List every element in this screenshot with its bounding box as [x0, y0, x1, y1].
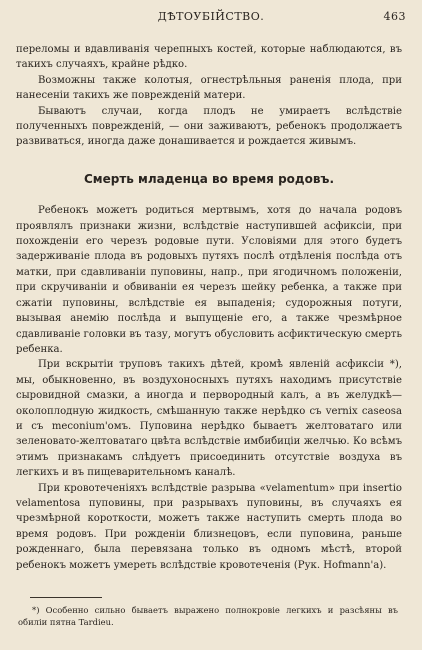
running-title: ДѢТОУБІЙСТВО.	[157, 10, 265, 23]
page-number: 463	[383, 10, 406, 23]
paragraph: Бываютъ случаи, когда плодъ не умираетъ вслѣдствіе полученныхъ поврежденій, — они заживаютъ, ребенокъ продолжаетъ развиваться, иногда даже донашивается и рождается живымъ.	[16, 105, 402, 148]
paragraph: Ребенокъ можетъ родиться мертвымъ, хотя до начала родовъ проявлялъ признаки жизни, вслѣдствіе наступившей асфиксіи, при похожденіи его черезъ родовые пути. Условіями для этого будетъ задерживаніе плода въ родовыхъ путяхъ послѣ отдѣленія послѣда отъ матки, при сдавливаніи пуповины, напр., при ягодичномъ положеніи, при скручиваніи и обвиваніи ея черезъ шейку ребенка, а также при сжатіи пуповины, вслѣдствіе ея выпаденія; судорожныя потуги, вызывая анемію послѣда и выпущеніе его, а также чрезмѣрное сдавливаніе головки въ тазу, могутъ обусловить асфиктическую смерть ребенка.	[16, 205, 402, 355]
paragraph: переломы и вдавливанія черепныхъ костей, которые наблюдаются, въ такихъ случаяхъ, крайне рѣдко.	[16, 44, 402, 71]
paragraph: При вскрытіи труповъ такихъ дѣтей, кромѣ явленій асфиксіи *), мы, обыкновенно, въ воздухоносныхъ путяхъ находимъ присутствіе сыровидной смазки, а иногда и первородный калъ, а въ желудкѣ—околоплодную жидкость, смѣшанную также нерѣдко съ vernix caseosa и съ meconium'омъ. Пуповина нерѣдко бываетъ желтоватаго или зеленовато-желтоватаго цвѣта вслѣдствіе имбибиціи желчью. Ко всѣмъ этимъ признакамъ слѣдуетъ присоединить отсутствіе воздуха въ легкихъ и въ пищеварительномъ каналѣ.	[16, 359, 402, 479]
footnote-divider	[30, 597, 102, 598]
footnote	[18, 604, 398, 628]
main-text	[16, 42, 402, 573]
section-heading: Смерть младенца во время родовъ.	[83, 171, 335, 186]
footnote-text: *) Особенно сильно бываетъ выражено полнокровіе легкихъ и разсѣяны въ обиліи пятна Tardieu.	[18, 605, 398, 627]
running-header	[16, 10, 406, 26]
paragraph: При кровотеченіяхъ вслѣдствіе разрыва «velamentum» при insertio velamentosa пуповины, при разрывахъ пуповины, въ случаяхъ ея чрезмѣрной короткости, можетъ также наступить смерть плода во время родовъ. При рожденіи близнецовъ, если пуповина, раньше рожденнаго, была перевязана только въ одномъ мѣстѣ, второй ребенокъ можетъ умереть вслѣдствіе кровотеченія (Рук. Hofmann'a).	[16, 482, 402, 571]
paragraph: Возможны также колотыя, огнестрѣльныя раненія плода, при нанесеніи такихъ же поврежденій матери.	[16, 74, 402, 102]
